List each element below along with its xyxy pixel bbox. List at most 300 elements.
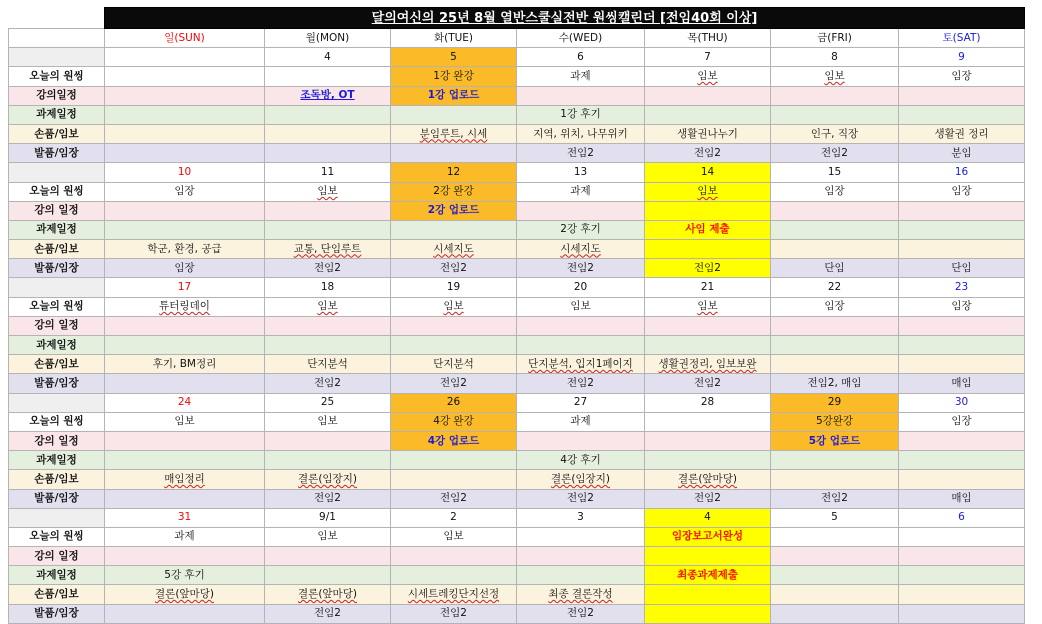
schedule-cell-sun <box>105 259 265 278</box>
schedule-cell-sat <box>899 297 1025 316</box>
cell-text: 12 <box>446 165 461 178</box>
schedule-cell-thu <box>645 124 771 143</box>
schedule-cell-sun <box>105 86 265 105</box>
schedule-cell-mon <box>265 604 391 623</box>
cell-text: 9/1 <box>319 511 336 524</box>
schedule-cell-fri <box>771 220 899 239</box>
cell-text: 전임2 <box>567 607 594 620</box>
cell-text: 임보 <box>697 185 718 198</box>
schedule-cell-mon <box>265 182 391 201</box>
schedule-cell-wed <box>517 124 645 143</box>
schedule-cell-sun <box>105 336 265 355</box>
row-label <box>9 201 105 220</box>
cell-text: 전임2 <box>314 261 341 274</box>
schedule-cell-mon <box>265 451 391 470</box>
date-cell-mon <box>265 48 391 67</box>
field-visit-row <box>9 489 1025 508</box>
row-label-text: 발품/임장 <box>34 261 79 274</box>
cell-text: 매임 <box>951 376 972 389</box>
field-visit-row <box>9 144 1025 163</box>
schedule-cell-mon <box>265 470 391 489</box>
cell-text: 지역, 위치, 나무위키 <box>533 127 628 140</box>
schedule-cell-mon <box>265 240 391 259</box>
schedule-cell-mon <box>265 431 391 450</box>
schedule-cell-sat <box>899 259 1025 278</box>
schedule-cell-fri <box>771 374 899 393</box>
schedule-cell-sun <box>105 604 265 623</box>
schedule-cell-fri <box>771 604 899 623</box>
schedule-cell-wed <box>517 182 645 201</box>
cell-text: 6 <box>958 511 965 524</box>
cell-text: 생활권 정리 <box>934 127 989 140</box>
cell-text: 임장 <box>951 415 972 428</box>
schedule-cell-wed <box>517 374 645 393</box>
schedule-cell-sun <box>105 220 265 239</box>
date-cell-fri <box>771 278 899 297</box>
cell-text: 교통, 단임루트 <box>293 242 362 255</box>
schedule-cell-tue <box>391 470 517 489</box>
schedule-cell-sat <box>899 527 1025 546</box>
date-cell-mon <box>265 393 391 412</box>
field-visit-row <box>9 604 1025 623</box>
schedule-cell-sun <box>105 105 265 124</box>
schedule-cell-tue <box>391 527 517 546</box>
calendar-body <box>9 29 1025 624</box>
schedule-cell-thu <box>645 431 771 450</box>
date-cell-sat <box>899 393 1025 412</box>
row-label <box>9 566 105 585</box>
cell-text: 2 <box>450 511 457 524</box>
schedule-cell-thu <box>645 105 771 124</box>
date-cell-wed <box>517 278 645 297</box>
cell-text: 튜터링데이 <box>159 300 210 313</box>
schedule-cell-fri <box>771 182 899 201</box>
schedule-cell-fri <box>771 547 899 566</box>
cell-text: 결론(앞마당) <box>298 588 357 601</box>
title-spacer <box>9 8 105 29</box>
cell-text: 전임2 <box>440 492 467 505</box>
row-label <box>9 374 105 393</box>
date-cell-sat <box>899 508 1025 527</box>
cell-text: 2강 업로드 <box>427 204 480 217</box>
schedule-cell-fri <box>771 67 899 86</box>
cell-text: 최종과제제출 <box>677 568 738 581</box>
calendar-title: 달의여신의 25년 8월 열반스쿨실전반 원씽캘린더 [전임40회 이상] <box>105 8 1025 29</box>
cell-text: 임장 <box>951 69 972 82</box>
cell-text: 전임2 <box>567 376 594 389</box>
schedule-cell-mon <box>265 585 391 604</box>
date-row <box>9 393 1025 412</box>
cell-text: 결론(앞마당) <box>155 588 214 601</box>
date-cell-sun <box>105 48 265 67</box>
schedule-cell-tue <box>391 547 517 566</box>
row-label-text: 과제일정 <box>36 568 77 581</box>
schedule-cell-sat <box>899 336 1025 355</box>
cell-text: 30 <box>954 396 969 409</box>
date-cell-thu <box>645 48 771 67</box>
schedule-cell-wed <box>517 259 645 278</box>
schedule-cell-fri <box>771 585 899 604</box>
row-label <box>9 259 105 278</box>
date-cell-thu <box>645 278 771 297</box>
date-cell-fri <box>771 508 899 527</box>
cell-text: 후기, BM정리 <box>152 357 217 370</box>
schedule-cell-sun <box>105 527 265 546</box>
cell-text: 분임 <box>951 146 972 159</box>
cell-text: 전임2 <box>567 146 594 159</box>
row-label <box>9 412 105 431</box>
weekday-header-fri: 금(FRI) <box>771 29 899 48</box>
cell-text: 전임2 <box>440 376 467 389</box>
schedule-cell-tue <box>391 604 517 623</box>
cell-text: 분임루트, 시세 <box>419 127 488 140</box>
cell-text: 24 <box>177 396 192 409</box>
schedule-cell-sat <box>899 201 1025 220</box>
schedule-cell-tue <box>391 374 517 393</box>
schedule-cell-sat <box>899 86 1025 105</box>
schedule-cell-thu <box>645 67 771 86</box>
row-label <box>9 470 105 489</box>
schedule-cell-sat <box>899 124 1025 143</box>
row-label <box>9 336 105 355</box>
cell-text: 19 <box>446 281 461 294</box>
cell-text: 전임2 <box>314 492 341 505</box>
date-cell-tue <box>391 508 517 527</box>
cell-text: 전임2 <box>821 492 848 505</box>
schedule-cell-tue <box>391 220 517 239</box>
row-label-text: 과제일정 <box>36 338 77 351</box>
cell-text: 16 <box>954 165 969 178</box>
schedule-cell-mon <box>265 355 391 374</box>
row-label-text: 발품/임장 <box>34 607 79 620</box>
cell-text: 13 <box>573 165 588 178</box>
schedule-cell-thu <box>645 259 771 278</box>
cell-text: 학군, 환경, 공급 <box>147 242 222 255</box>
schedule-cell-thu <box>645 547 771 566</box>
schedule-cell-wed <box>517 527 645 546</box>
schedule-cell-mon <box>265 527 391 546</box>
schedule-cell-tue <box>391 182 517 201</box>
cell-text: 시세트레킹단지선정 <box>407 588 500 601</box>
schedule-cell-thu <box>645 86 771 105</box>
cell-text: 8 <box>831 50 838 63</box>
date-cell-tue <box>391 48 517 67</box>
schedule-cell-fri <box>771 489 899 508</box>
task-row <box>9 336 1025 355</box>
schedule-cell-wed <box>517 240 645 259</box>
schedule-cell-tue <box>391 144 517 163</box>
cell-text: 10 <box>177 165 192 178</box>
schedule-cell-sun <box>105 470 265 489</box>
schedule-cell-wed <box>517 144 645 163</box>
schedule-cell-thu <box>645 527 771 546</box>
date-cell-fri <box>771 393 899 412</box>
cell-text: 4 <box>704 511 711 524</box>
schedule-cell-wed <box>517 86 645 105</box>
cell-text: 임장 <box>824 300 845 313</box>
cell-text: 4강 완강 <box>433 415 474 428</box>
calendar-table <box>8 7 1025 624</box>
schedule-cell-mon <box>265 489 391 508</box>
cell-text: 매임정리 <box>164 472 205 485</box>
cell-text: 임장 <box>174 261 195 274</box>
schedule-cell-thu <box>645 470 771 489</box>
row-label-text: 강의 일정 <box>34 204 79 217</box>
lecture-row <box>9 431 1025 450</box>
cell-text: 임보 <box>317 415 338 428</box>
cell-text: 전임2 <box>440 261 467 274</box>
row-label-text: 발품/임장 <box>34 146 79 159</box>
cell-text: 전임2 <box>314 607 341 620</box>
cell-text: 4강 후기 <box>560 453 601 466</box>
schedule-cell-sun <box>105 201 265 220</box>
cell-text: 단임 <box>824 261 845 274</box>
schedule-cell-tue <box>391 336 517 355</box>
row-label <box>9 240 105 259</box>
schedule-cell-sun <box>105 412 265 431</box>
schedule-cell-sat <box>899 240 1025 259</box>
cell-text: 9 <box>958 50 965 63</box>
cell-text: 단임 <box>951 261 972 274</box>
schedule-cell-mon <box>265 336 391 355</box>
date-cell-thu <box>645 393 771 412</box>
schedule-cell-fri <box>771 355 899 374</box>
field-visit-row <box>9 374 1025 393</box>
cell-text: 임장 <box>824 185 845 198</box>
cell-text: 단지분석, 입지1페이지 <box>528 357 633 370</box>
date-row <box>9 508 1025 527</box>
cell-text: 결론(임장지) <box>298 472 357 485</box>
schedule-cell-sun <box>105 489 265 508</box>
schedule-cell-thu <box>645 336 771 355</box>
cell-text: 1강 후기 <box>560 108 601 121</box>
cell-text: 18 <box>320 281 335 294</box>
cell-text: 과제 <box>570 185 591 198</box>
row-label <box>9 67 105 86</box>
schedule-cell-tue <box>391 489 517 508</box>
desk-research-row <box>9 355 1025 374</box>
schedule-cell-sun <box>105 182 265 201</box>
schedule-cell-fri <box>771 470 899 489</box>
schedule-cell-fri <box>771 336 899 355</box>
cell-text: 단지분석 <box>307 357 348 370</box>
date-cell-tue <box>391 278 517 297</box>
row-label-text: 발품/임장 <box>34 376 79 389</box>
schedule-cell-fri <box>771 259 899 278</box>
schedule-cell-thu <box>645 220 771 239</box>
schedule-cell-sun <box>105 431 265 450</box>
row-label-text: 과제일정 <box>36 453 77 466</box>
schedule-cell-tue <box>391 431 517 450</box>
schedule-cell-wed <box>517 431 645 450</box>
lecture-row <box>9 316 1025 335</box>
schedule-cell-thu <box>645 182 771 201</box>
field-visit-row <box>9 259 1025 278</box>
schedule-cell-sat <box>899 374 1025 393</box>
date-cell-mon <box>265 508 391 527</box>
schedule-cell-tue <box>391 355 517 374</box>
schedule-cell-mon <box>265 412 391 431</box>
schedule-cell-sun <box>105 144 265 163</box>
desk-research-row <box>9 124 1025 143</box>
schedule-cell-mon <box>265 201 391 220</box>
cell-text: 임보 <box>570 300 591 313</box>
cell-text: 17 <box>177 281 192 294</box>
row-label-text: 과제일정 <box>36 108 77 121</box>
schedule-cell-sun <box>105 547 265 566</box>
cell-text: 31 <box>177 511 192 524</box>
cell-text: 2강 완강 <box>433 185 474 198</box>
cell-text: 15 <box>827 165 842 178</box>
schedule-cell-mon <box>265 105 391 124</box>
cell-text: 5 <box>450 50 457 63</box>
row-label <box>9 451 105 470</box>
schedule-cell-tue <box>391 67 517 86</box>
row-label-text: 손품/임보 <box>34 242 79 255</box>
date-row <box>9 48 1025 67</box>
schedule-cell-sun <box>105 240 265 259</box>
date-cell-wed <box>517 163 645 182</box>
row-label <box>9 105 105 124</box>
schedule-cell-tue <box>391 412 517 431</box>
date-cell-tue <box>391 393 517 412</box>
schedule-cell-sat <box>899 566 1025 585</box>
schedule-cell-tue <box>391 86 517 105</box>
date-row <box>9 278 1025 297</box>
date-cell-wed <box>517 393 645 412</box>
schedule-cell-thu <box>645 240 771 259</box>
cell-text: 4강 업로드 <box>427 434 480 447</box>
schedule-cell-mon <box>265 67 391 86</box>
schedule-cell-tue <box>391 451 517 470</box>
schedule-cell-tue <box>391 297 517 316</box>
row-label <box>9 604 105 623</box>
schedule-cell-mon <box>265 259 391 278</box>
date-cell-thu <box>645 163 771 182</box>
schedule-cell-wed <box>517 547 645 566</box>
schedule-cell-thu <box>645 201 771 220</box>
weekday-header-tue: 화(TUE) <box>391 29 517 48</box>
schedule-cell-thu <box>645 585 771 604</box>
cell-text: 전임2 <box>314 376 341 389</box>
date-row-label <box>9 48 105 67</box>
schedule-cell-fri <box>771 144 899 163</box>
one-thing-row <box>9 527 1025 546</box>
cell-text: 과제 <box>570 69 591 82</box>
row-label <box>9 86 105 105</box>
schedule-cell-fri <box>771 451 899 470</box>
cell-text: 최종 결론작성 <box>548 588 613 601</box>
schedule-cell-wed <box>517 67 645 86</box>
cell-text: 과제 <box>174 530 195 543</box>
cell-text: 단지분석 <box>433 357 474 370</box>
cell-text: 5강 업로드 <box>808 434 861 447</box>
row-label-text: 오늘의 원씽 <box>29 300 84 313</box>
schedule-cell-sat <box>899 604 1025 623</box>
date-cell-sat <box>899 278 1025 297</box>
cell-text: 과제 <box>570 415 591 428</box>
date-row-label <box>9 278 105 297</box>
schedule-cell-thu <box>645 412 771 431</box>
schedule-cell-fri <box>771 412 899 431</box>
cell-text: 7 <box>704 50 711 63</box>
title-row <box>9 8 1025 29</box>
row-label-text: 오늘의 원씽 <box>29 530 84 543</box>
cell-text: 결론(앞마당) <box>678 472 737 485</box>
schedule-cell-sat <box>899 489 1025 508</box>
schedule-cell-wed <box>517 585 645 604</box>
schedule-cell-mon <box>265 316 391 335</box>
schedule-cell-fri <box>771 316 899 335</box>
lecture-row <box>9 201 1025 220</box>
cell-text: 임장 <box>951 300 972 313</box>
schedule-cell-tue <box>391 240 517 259</box>
schedule-cell-fri <box>771 297 899 316</box>
desk-research-row <box>9 585 1025 604</box>
row-label-text: 손품/임보 <box>34 588 79 601</box>
schedule-cell-wed <box>517 355 645 374</box>
cell-text: 5 <box>831 511 838 524</box>
date-cell-sat <box>899 163 1025 182</box>
row-label <box>9 144 105 163</box>
schedule-cell-sun <box>105 124 265 143</box>
row-label-text: 강의 일정 <box>34 434 79 447</box>
schedule-cell-thu <box>645 489 771 508</box>
date-cell-fri <box>771 48 899 67</box>
schedule-cell-thu <box>645 604 771 623</box>
schedule-cell-wed <box>517 297 645 316</box>
one-thing-row <box>9 67 1025 86</box>
lecture-row <box>9 86 1025 105</box>
row-label <box>9 431 105 450</box>
schedule-cell-sun <box>105 451 265 470</box>
weekday-header-thu: 목(THU) <box>645 29 771 48</box>
task-row <box>9 451 1025 470</box>
cell-text: 1강 업로드 <box>427 89 480 102</box>
cell-text: 조독방, OT <box>300 89 355 102</box>
cell-text: 인구, 직장 <box>810 127 859 140</box>
schedule-cell-tue <box>391 566 517 585</box>
schedule-cell-sun <box>105 374 265 393</box>
cell-text: 임장 <box>951 185 972 198</box>
cell-text: 전임2 <box>440 607 467 620</box>
cell-text: 11 <box>320 165 335 178</box>
schedule-cell-thu <box>645 144 771 163</box>
schedule-cell-wed <box>517 489 645 508</box>
schedule-cell-wed <box>517 451 645 470</box>
cell-text: 3 <box>577 511 584 524</box>
date-cell-sun <box>105 393 265 412</box>
date-row-label <box>9 508 105 527</box>
cell-text: 임보 <box>697 69 718 82</box>
cell-text: 시세지도 <box>560 242 601 255</box>
cell-text: 임보 <box>317 185 338 198</box>
schedule-cell-fri <box>771 201 899 220</box>
schedule-cell-mon <box>265 374 391 393</box>
schedule-cell-thu <box>645 566 771 585</box>
row-label-text: 강의일정 <box>36 89 77 102</box>
cell-text: 임장 <box>174 185 195 198</box>
schedule-cell-mon <box>265 144 391 163</box>
schedule-cell-sat <box>899 451 1025 470</box>
task-row <box>9 220 1025 239</box>
schedule-cell-tue <box>391 201 517 220</box>
schedule-cell-wed <box>517 566 645 585</box>
schedule-cell-mon <box>265 86 391 105</box>
cell-text: 22 <box>827 281 842 294</box>
date-cell-sun <box>105 508 265 527</box>
row-label <box>9 124 105 143</box>
